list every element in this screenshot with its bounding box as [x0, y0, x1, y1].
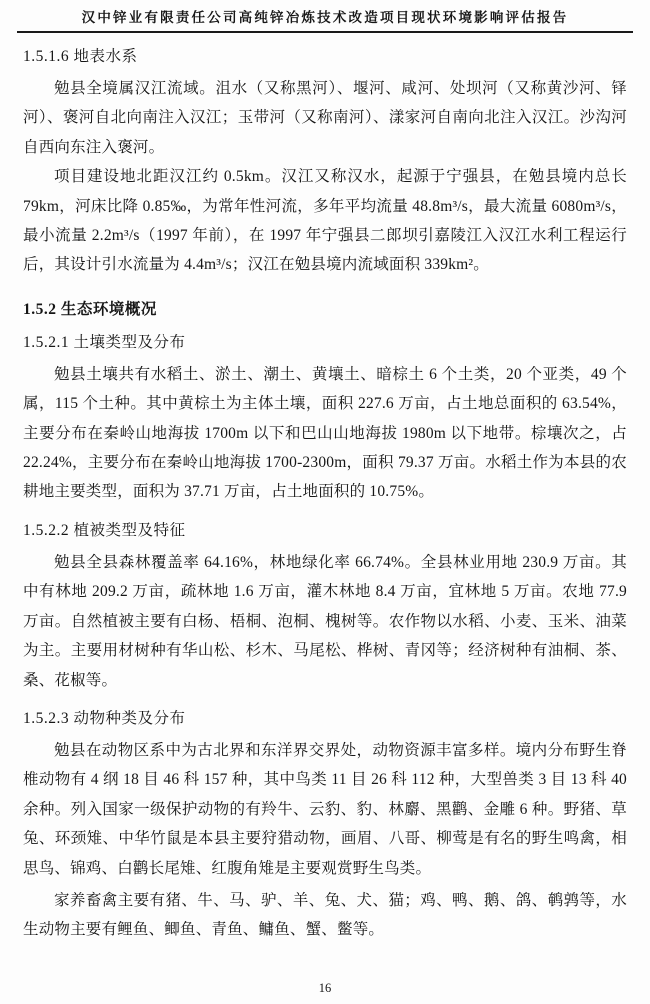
page-header [17, 0, 633, 33]
paragraph-domestic-animals: 家养畜禽主要有猪、牛、马、驴、羊、兔、犬、猫；鸡、鸭、鹅、鸽、鹌鹑等，水生动物主要有鲤鱼、鲫鱼、青鱼、鳙鱼、蟹、鳖等。 [23, 891, 627, 939]
section-heading-1522: 1.5.2.2 植被类型及特征 [23, 521, 186, 539]
document-body [23, 44, 627, 945]
paragraph-soil-types: 勉县土壤共有水稻土、淤土、潮土、黄壤土、暗棕土 6 个土类，20 个亚类，49 个属，115 个土种。其中黄棕土为主体土壤，面积 227.6 万亩，占土地总面积的 63.54%，主要分布在秦岭山地海拔 1700m 以下和巴山山地海拔 1980m 以下地带。棕壤次之，占 22.24%，主要分布在秦岭山地海拔 1700-2300m，面积 79.37 万亩。水稻土作为本县的农耕地主要类型，面积为 37.71 万亩，占土地面积的 10.75%。 [23, 365, 627, 501]
section-heading-1516: 1.5.1.6 地表水系 [23, 48, 138, 65]
page-footer [0, 981, 650, 996]
page-number: 16 [318, 981, 332, 995]
section-heading-1523: 1.5.2.3 动物种类及分布 [23, 709, 186, 727]
paragraph-vegetation-types: 勉县全县森林覆盖率 64.16%，林地绿化率 66.74%。全县林业用地 230.9 万亩。其中有林地 209.2 万亩，疏林地 1.6 万亩，灌木林地 8.4 万亩，宜林地 5 万亩。农地 77.9 万亩。自然植被主要有白杨、梧桐、泡桐、槐树等。农作物以水稻、小麦、玉米、油菜为主。主要用材树种有华山松、杉木、马尾松、桦树、青冈等；经济树种有油桐、茶、桑、花椒等。 [23, 553, 627, 689]
section-heading-152: 1.5.2 生态环境概况 [23, 300, 157, 318]
paragraph-hanjiang-flow-data: 项目建设地北距汉江约 0.5km。汉江又称汉水，起源于宁强县，在勉县境内总长 79km，河床比降 0.85‰，为常年性河流，多年平均流量 48.8m³/s，最大流量 6080m³/s，最小流量 2.2m³/s（1997 年前），在 1997 年宁强县二郎坝引嘉陵江入汉江水利工程运行后，其设计引水流量为 4.4m³/s；汉江在勉县境内流域面积 339km²。 [23, 168, 627, 274]
paragraph-surface-water-rivers: 勉县全境属汉江流域。沮水（又称黑河）、堰河、咸河、处坝河（又称黄沙河、铎河）、褒河自北向南注入汉江；玉带河（又称南河）、漾家河自南向北注入汉江。沙沟河自西向东注入褒河。 [23, 80, 627, 156]
report-header-title: 汉中锌业有限责任公司高纯锌冶炼技术改造项目现状环境影响评估报告 [81, 10, 569, 25]
paragraph-wild-animals: 勉县在动物区系中为古北界和东洋界交界处，动物资源丰富多样。境内分布野生脊椎动物有 4 纲 18 目 46 科 157 种，其中鸟类 11 目 26 科 112 种，大型兽类 3 目 13 科 40 余种。列入国家一级保护动物的有羚牛、云豹、豹、林麝、黑鹳、金雕 6 种。野猪、草兔、环颈雉、中华竹鼠是本县主要狩猎动物，画眉、八哥、柳莺是有名的野生鸣禽，相思鸟、锦鸡、白鹳长尾雉、红腹角雉是主要观赏野生鸟类。 [23, 741, 627, 877]
section-heading-1521: 1.5.2.1 土壤类型及分布 [23, 333, 186, 351]
